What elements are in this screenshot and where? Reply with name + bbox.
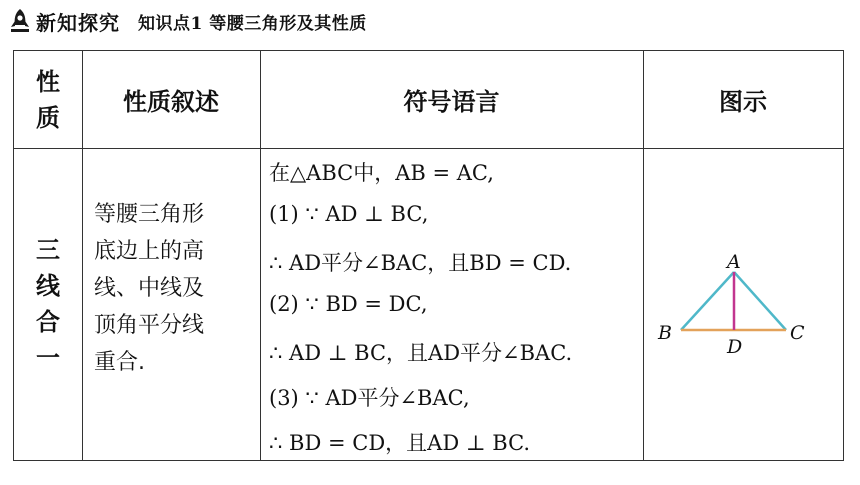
symbolic-line-case3-conclusion: ∴ BD = CD，且AD ⊥ BC. — [269, 431, 531, 455]
side-ac — [734, 272, 786, 330]
property-name: 三 线 合 一 — [36, 236, 60, 372]
symbolic-line-case1-given: (1) ∵ AD ⊥ BC, — [269, 202, 429, 226]
header-figure: 图示 — [719, 88, 767, 116]
section-title: 新知探究 — [36, 10, 120, 35]
symbolic-line-case3-given: (3) ∵ AD平分∠BAC, — [269, 386, 470, 410]
properties-table — [13, 50, 844, 461]
isosceles-triangle-figure — [644, 149, 842, 460]
symbolic-line-case2-conclusion: ∴ AD ⊥ BC，且AD平分∠BAC. — [269, 341, 573, 365]
label-a: A — [727, 251, 741, 273]
header-property: 性 质 — [36, 67, 60, 132]
topic-title: 知识点1 等腰三角形及其性质 — [138, 13, 367, 34]
label-c: C — [790, 322, 805, 344]
symbolic-line-given: 在△ABC中，AB = AC, — [269, 161, 494, 185]
header-symbolic: 符号语言 — [403, 88, 500, 116]
rocket-icon — [8, 8, 32, 34]
header-description: 性质叙述 — [123, 88, 219, 116]
side-ab — [681, 272, 734, 330]
label-b: B — [658, 322, 672, 344]
symbolic-line-case1-conclusion: ∴ AD平分∠BAC，且BD = CD. — [269, 251, 572, 275]
section-header — [8, 6, 367, 36]
label-d: D — [727, 336, 743, 358]
symbolic-line-case2-given: (2) ∵ BD = DC, — [269, 292, 428, 316]
property-description: 等腰三角形 底边上的高 线、中线及 顶角平分线 重合. — [94, 202, 205, 375]
